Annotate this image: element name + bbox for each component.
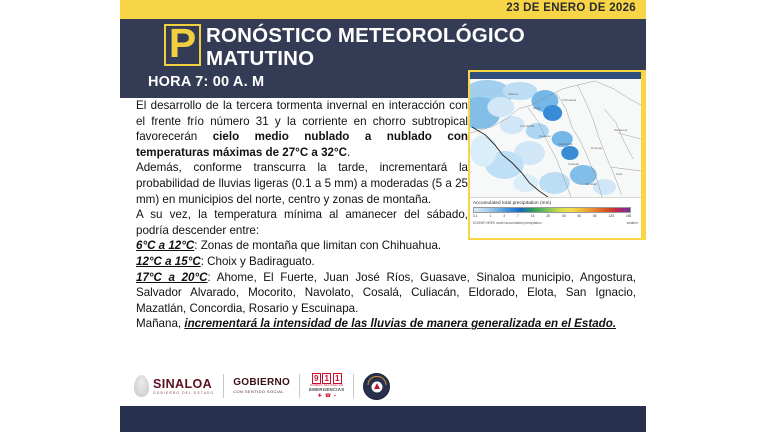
forecast-card: [120, 0, 646, 432]
emergency-digit: 9: [312, 373, 321, 384]
svg-text:Zacatecas: Zacatecas: [614, 127, 628, 133]
intro-text-bold: cielo medio nublado a nublado con temperaturas máximas de 27°C a 32°C: [136, 130, 468, 159]
svg-text:Mazatlán: Mazatlán: [585, 181, 597, 187]
legend-tick: 1: [489, 214, 492, 218]
emergency-digit: 1: [322, 373, 331, 384]
svg-text:Guasave: Guasave: [539, 133, 551, 139]
emergency-label-top: NÚMERO NACIONAL DE: [310, 384, 344, 388]
legend-tick: 7: [517, 214, 519, 218]
temp-range-value: : Choix y Badiraguato.: [200, 254, 315, 268]
legend-tick: 125: [608, 214, 614, 218]
logo-divider: [299, 374, 300, 398]
temp-range-key: 6°C a 12°C: [136, 239, 195, 253]
svg-text:Álamos: Álamos: [508, 91, 519, 97]
p-logo-letter: P: [168, 20, 197, 66]
closing-lead: Mañana,: [136, 317, 185, 331]
legend-tick: 25: [546, 214, 550, 218]
legend-title: Accumulated total precipitation (mm): [473, 200, 552, 205]
svg-text:Tepic: Tepic: [616, 171, 623, 177]
svg-text:Durango: Durango: [591, 145, 603, 151]
police-icon: ▪: [334, 393, 336, 400]
temp-range-value: : Ahome, El Fuerte, Juan José Ríos, Guasave, Sinaloa municipio, Angostura, Salvador Alvarado, Mocorito, Navolato, Cosalá, Culiacán, Eldorado, Elota, San Ignacio, Mazatlán, Concordia, Rosario y Escuinapa.: [136, 270, 636, 315]
emergency-icon-row: [309, 393, 344, 399]
badge-triangle-icon: [374, 383, 380, 389]
state-seal-icon: [134, 375, 149, 397]
svg-text:Los Mochis: Los Mochis: [519, 123, 535, 129]
page-title: RONÓSTICO METEOROLÓGICO MATUTINO: [206, 24, 525, 70]
emergency-digits: [309, 373, 344, 384]
temp-range-value: : Zonas de montaña que limitan con Chihuahua.: [194, 239, 442, 253]
date-strip: [120, 0, 646, 19]
legend-tick: 60: [577, 214, 582, 218]
legend-tick: 3: [503, 214, 506, 218]
emergency-label: EMERGENCIAS: [309, 387, 345, 393]
paragraph-rain: Además, conforme transcurra la tarde, incrementará la probabilidad de lluvias ligeras (0.1 a 5 mm) a moderadas (5 a 25 mm) en municipios del norte, centro y zonas de montaña.: [136, 161, 468, 206]
intro-text-a: El desarrollo de la tercera tormenta invernal en interacción con el frente frío número 31 y la corriente en chorro subtropical favorecerán: [136, 99, 468, 144]
paragraph-min-temp: A su vez, la temperatura mínima al amanecer del sábado, podría descender entre:: [136, 208, 468, 237]
paragraph-closing: [136, 316, 636, 332]
emergency-digit: 1: [333, 373, 342, 384]
paragraph-intro: [136, 98, 468, 160]
temp-range-key: 12°C a 15°C: [136, 254, 201, 268]
logo-gobierno: [233, 378, 290, 394]
svg-text:Guamúchil: Guamúchil: [558, 141, 573, 147]
legend-tick: 40: [561, 214, 566, 218]
p-logo-box: [164, 20, 201, 66]
logo-911: [309, 373, 344, 400]
legend-source: ECMWF-HRES model accumulated precipitation: [473, 221, 542, 225]
logo-sinaloa: [134, 375, 214, 397]
svg-text:Chihuahua: Chihuahua: [562, 97, 577, 103]
intro-text-b: .: [346, 145, 351, 159]
telephone-icon: ☎: [324, 393, 332, 400]
proteccion-civil-badge-icon: [363, 373, 390, 400]
logo-divider: [223, 374, 224, 398]
gobierno-subtitle: CON SENTIDO SOCIAL: [233, 389, 284, 394]
bottom-band: [120, 406, 646, 432]
logo-divider: [353, 374, 354, 398]
legend-tick: 80: [593, 214, 597, 218]
footer-logos: [120, 366, 646, 406]
forecast-date: 23 DE ENERO DE 2026: [506, 2, 636, 14]
temp-range-row: [136, 254, 468, 270]
svg-text:Choix: Choix: [533, 105, 541, 111]
temp-range-row: [136, 238, 468, 254]
legend-tick: 0.1: [473, 214, 478, 218]
temp-range-row: [136, 270, 636, 317]
medical-cross-icon: ✚: [317, 393, 322, 400]
closing-emphasis: incrementará la intensidad de las lluvias de manera generalizada en el Estado.: [184, 317, 617, 331]
temp-range-key: 17°C a 20°C: [136, 270, 208, 284]
legend-tick: 15: [530, 214, 535, 218]
svg-text:Culiacán: Culiacán: [567, 161, 580, 167]
legend-brand: weather: [626, 221, 638, 225]
sinaloa-wordmark: SINALOA: [153, 376, 213, 391]
forecast-body: [136, 98, 636, 332]
forecast-hour: HORA 7: 00 A. M: [148, 74, 265, 90]
legend-tick: 150: [626, 214, 632, 218]
map-titlebar: [470, 72, 641, 79]
sinaloa-subtitle: GOBIERNO DEL ESTADO: [153, 390, 215, 395]
gobierno-wordmark: GOBIERNO: [233, 377, 291, 388]
